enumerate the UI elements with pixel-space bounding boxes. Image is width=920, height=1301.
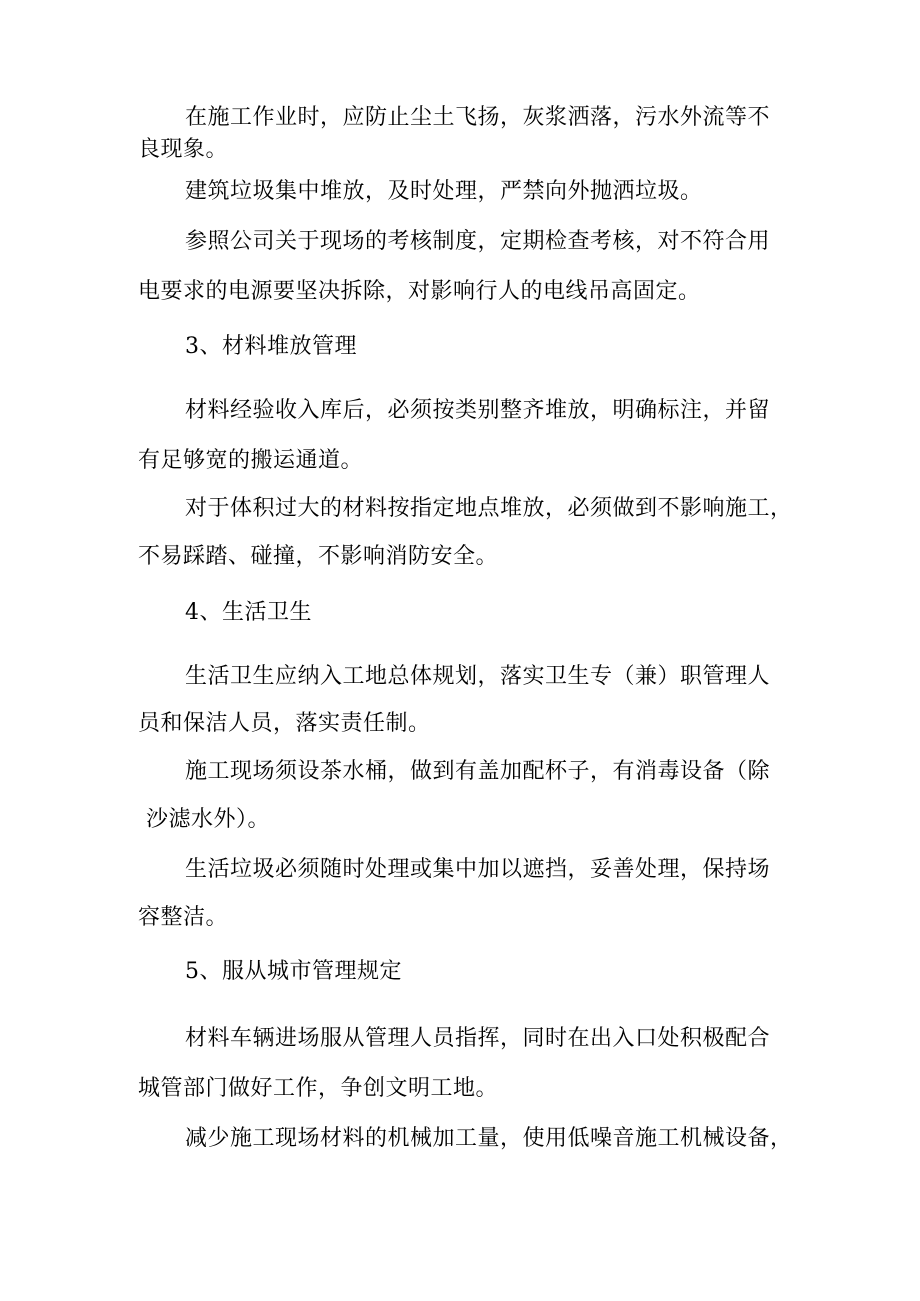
text-line: 在施工作业时，应防止尘土飞扬，灰浆洒落，污水外流等不: [185, 105, 771, 130]
text-line: 施工现场须设茶水桶，做到有盖加配杯子，有消毒设备（除: [185, 759, 771, 784]
text-line: 容整洁。: [138, 905, 229, 930]
text-line: 良现象。: [138, 137, 229, 162]
text-line: 有足够宽的搬运通道。: [138, 448, 364, 473]
text-line: 不易踩踏、碰撞，不影响消防安全。: [138, 544, 499, 569]
text-line: 减少施工现场材料的机械加工量，使用低噪音施工机械设备，: [185, 1126, 793, 1151]
text-line: 生活卫生应纳入工地总体规划，落实卫生专（兼）职管理人: [185, 664, 771, 689]
text-line: 建筑垃圾集中堆放，及时处理，严禁向外抛洒垃圾。: [185, 179, 703, 204]
text-line: 电要求的电源要坚决拆除，对影响行人的电线吊高固定。: [138, 279, 701, 304]
text-line: 员和保洁人员，落实责任制。: [138, 711, 431, 736]
text-line: 参照公司关于现场的考核制度，定期检查考核，对不符合用: [185, 229, 771, 254]
text-line: 沙滤水外）。: [146, 807, 271, 832]
text-line: 材料经验收入库后，必须按类别整齐堆放，明确标注，并留: [185, 398, 771, 423]
section-heading: 3、材料堆放管理: [185, 334, 357, 359]
text-line: 生活垃圾必须随时处理或集中加以遮挡，妥善处理，保持场: [185, 857, 771, 882]
text-line: 对于体积过大的材料按指定地点堆放，必须做到不影响施工，: [185, 496, 793, 521]
text-line: 城管部门做好工作，争创文明工地。: [138, 1076, 499, 1101]
section-heading: 4、生活卫生: [185, 600, 312, 625]
section-heading: 5、服从城市管理规定: [185, 959, 402, 984]
text-line: 材料车辆进场服从管理人员指挥，同时在出入口处积极配合: [185, 1026, 771, 1051]
